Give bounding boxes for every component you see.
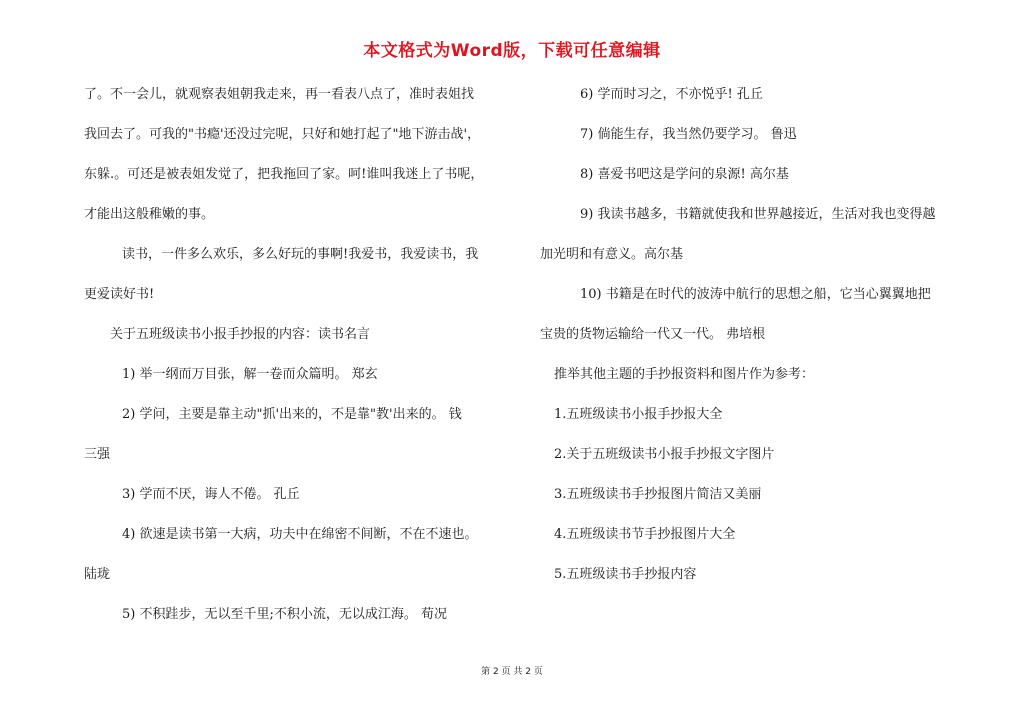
text-line: 东躲.。可还是被表姐发觉了，把我拖回了家。呵!谁叫我迷上了书呢， xyxy=(84,167,484,182)
quote-line: 8) 喜爱书吧这是学问的泉源! 高尔基 xyxy=(580,167,789,182)
quote-line: 5) 不积跬步，无以至千里;不积小流，无以成江海。 荀况 xyxy=(122,607,447,622)
quote-line: 1) 举一纲而万目张，解一卷而众篇明。 郑玄 xyxy=(122,367,378,382)
list-item: 5.五班级读书手抄报内容 xyxy=(554,567,697,582)
text-line: 我回去了。可我的"书瘾'还没过完呢，只好和她打起了"地下游击战'， xyxy=(84,127,481,142)
text-line: 更爱读好书! xyxy=(84,287,155,302)
list-item: 1.五班级读书小报手抄报大全 xyxy=(554,407,723,422)
list-item: 2.关于五班级读书小报手抄报文字图片 xyxy=(554,447,775,462)
quote-line: 7) 倘能生存，我当然仍要学习。 鲁迅 xyxy=(580,127,797,142)
quote-line: 9) 我读书越多，书籍就使我和世界越接近，生活对我也变得越 xyxy=(580,207,936,222)
document-header-title: 本文格式为Word版，下载可任意编辑 xyxy=(363,41,661,61)
quote-line: 宝贵的货物运输给一代又一代。 弗培根 xyxy=(540,327,766,342)
quote-line: 2) 学问，主要是靠主动"抓'出来的，不是靠"教'出来的。 钱 xyxy=(122,407,462,422)
text-line: 才能出这般稚嫩的事。 xyxy=(84,207,215,222)
text-line: 了。不一会儿，就观察表姐朝我走来，再一看表八点了，准时表姐找 xyxy=(84,87,475,102)
quote-line: 3) 学而不厌，诲人不倦。 孔丘 xyxy=(122,487,300,502)
quote-line: 陆珑 xyxy=(84,567,111,582)
text-line: 读书，一件多么欢乐，多么好玩的事啊!我爱书，我爱读书，我 xyxy=(122,247,479,262)
section-heading: 推举其他主题的手抄报资料和图片作为参考： xyxy=(554,367,815,382)
list-item: 4.五班级读书节手抄报图片大全 xyxy=(554,527,736,542)
page-number: 第 2 页 共 2 页 xyxy=(481,667,543,677)
quote-line: 三强 xyxy=(84,447,111,462)
quote-line: 6) 学而时习之，不亦悦乎! 孔丘 xyxy=(580,87,763,102)
quote-line: 4) 欲速是读书第一大病，功夫中在绵密不间断，不在不速也。 xyxy=(122,527,478,542)
list-item: 3.五班级读书手抄报图片简洁又美丽 xyxy=(554,487,762,502)
quote-line: 10) 书籍是在时代的波涛中航行的思想之船，它当心翼翼地把 xyxy=(580,287,931,302)
section-heading: 关于五班级读书小报手抄报的内容：读书名言 xyxy=(110,327,371,342)
quote-line: 加光明和有意义。高尔基 xyxy=(540,247,684,262)
